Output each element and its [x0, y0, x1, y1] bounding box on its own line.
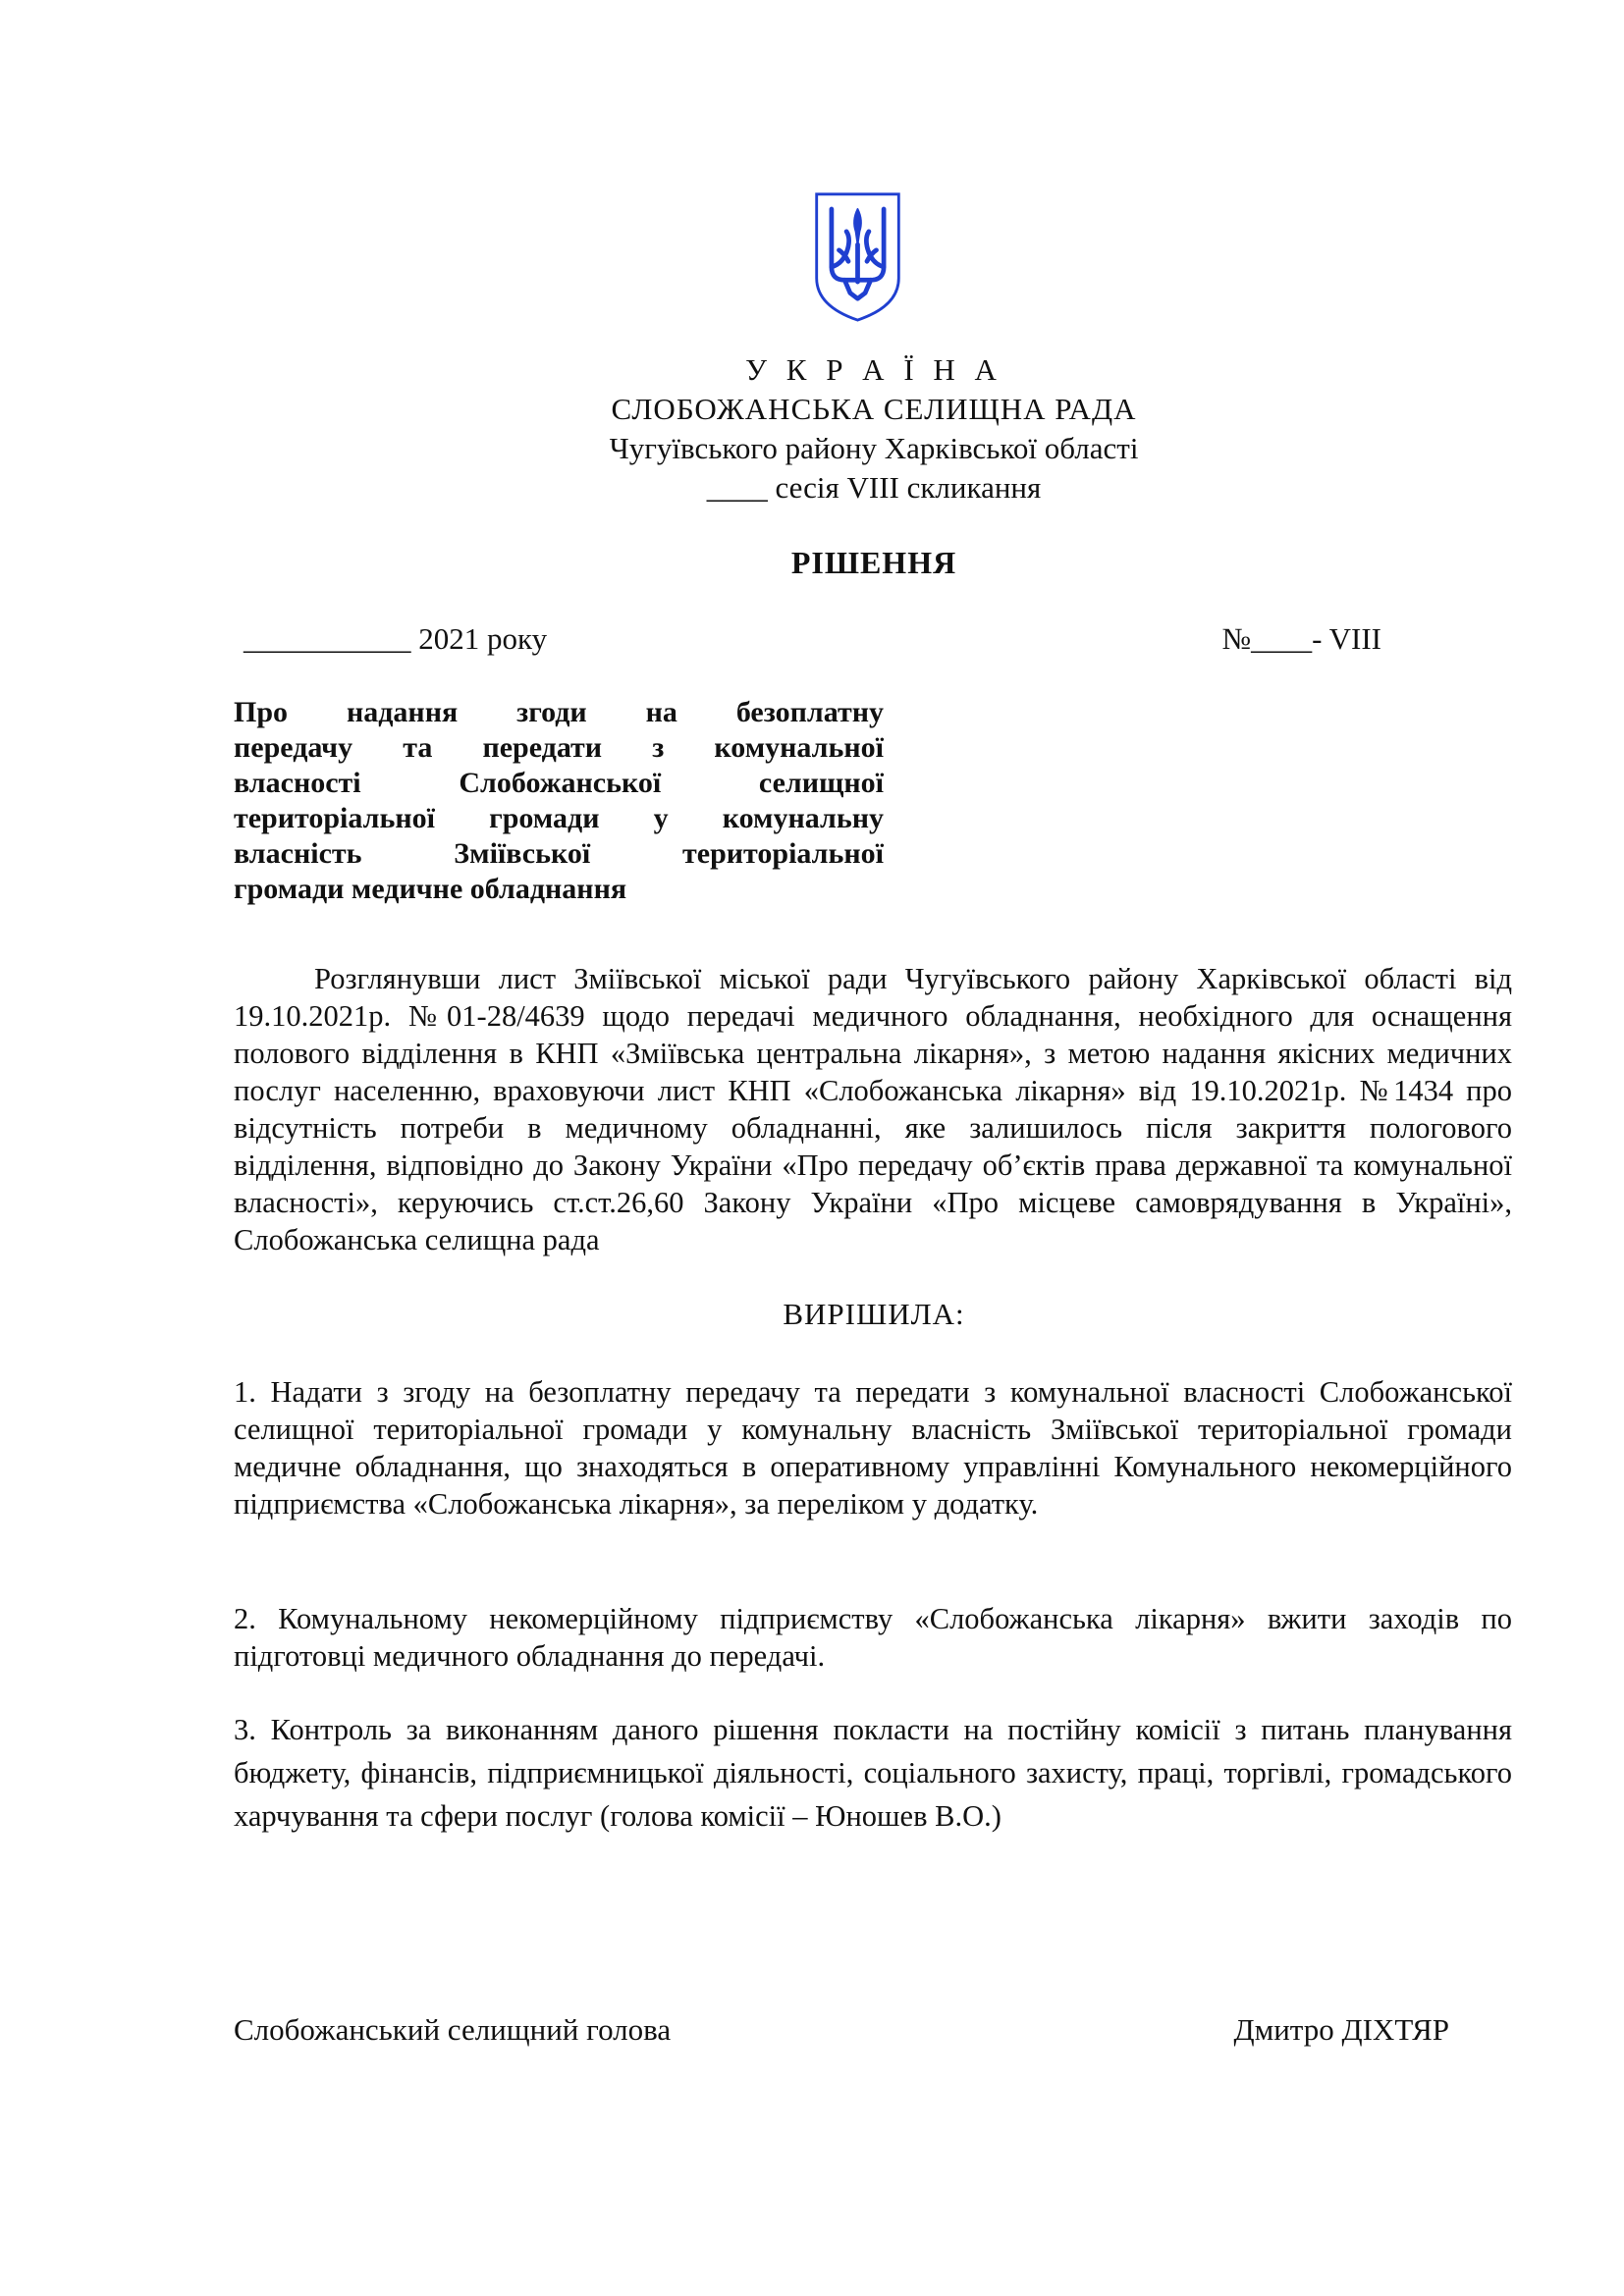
header-session: ____ сесія VIII скликання: [706, 470, 1042, 505]
subject-line: власність Зміївської територіальної: [234, 837, 884, 870]
decision-item-2: 2. Комунальному некомерційному підприємству «Слобожанська лікарня» вжити заходів по підготовці медичного обладнання до передачі.: [234, 1602, 1512, 1673]
decision-item-1: 1. Надати з згоду на безоплатну передачу та передати з комунальної власності Слобожанської селищної територіальної громади у комунальну власність Зміївської територіальної громади медичне обладнання, що знаходяться в оперативному управлінні Комунального некомерційного підприємства «Слобожанська лікарня», за переліком у додатку.: [234, 1375, 1512, 1521]
document-title: РІШЕННЯ: [790, 545, 957, 580]
signature-position: Слобожанський селищний голова: [234, 2012, 672, 2047]
header-council: СЛОБОЖАНСЬКА СЕЛИЩНА РАДА: [611, 392, 1137, 426]
header-country: У К Р А Ї Н А: [745, 352, 1002, 387]
subject-line: громади медичне обладнання: [234, 873, 627, 905]
subject-line: передачу та передати з комунальної: [234, 731, 884, 764]
signature-name: Дмитро ДІХТЯР: [1233, 2012, 1449, 2047]
subject-line: Про надання згоди на безоплатну: [234, 696, 884, 728]
intro-paragraph: Розглянувши лист Зміївської міської ради Чугуївського району Харківської області від 19.10.2021р. №01-28/4639 щодо передачі медичного обладнання, необхідного для оснащення полового відділення в КНП «Зміївська центральна лікарня», з метою надання якісних медичних послуг населенню, враховуючи лист КНП «Слобожанська лікарня» від 19.10.2021р. №1434 про відсутність потреби в медичному обладнанні, яке залишилось після закриття пологового відділення, відповідно до Закону України «Про передачу об’єктів права державної та комунальної власності», керуючись ст.ст.26,60 Закону України «Про місцеве самоврядування в Україні», Слобожанська селищна рада: [234, 962, 1512, 1256]
decision-subject: [234, 695, 884, 907]
subject-line: власності Слобожанської селищної: [234, 767, 884, 799]
subject-line: територіальної громади у комунальну: [234, 802, 884, 834]
trident-emblem-icon: [811, 188, 904, 324]
decision-date: ___________ 2021 року: [244, 621, 548, 656]
decided-heading: ВИРІШИЛА:: [783, 1297, 965, 1331]
decision-item-3: 3. Контроль за виконанням даного рішення покласти на постійну комісії з питань планування бюджету, фінансів, підприємницької діяльності, соціального захисту, праці, торгівлі, громадського харчування та сфери послуг (голова комісії – Юношев В.О.): [234, 1713, 1512, 1833]
header-district: Чугуївського району Харківської області: [609, 431, 1139, 465]
decision-number: №____- VIII: [1221, 621, 1381, 656]
